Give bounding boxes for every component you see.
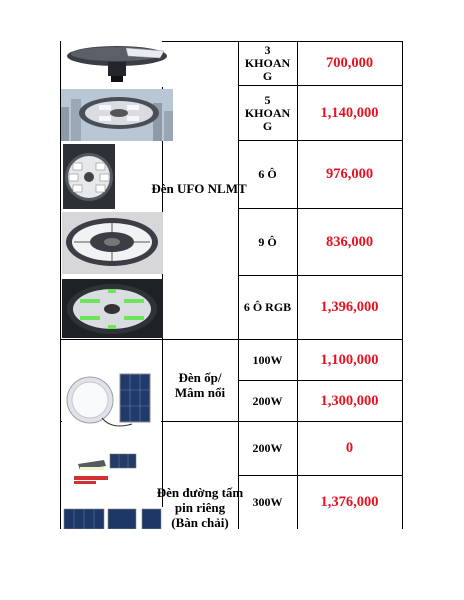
ufo-lamp-rgb-photo	[62, 279, 163, 338]
variant-label: 100W	[252, 352, 283, 367]
price-value: 1,396,000	[320, 299, 379, 315]
variant-label: 300W	[252, 495, 283, 509]
price-value: 0	[345, 440, 354, 456]
ufo-lamp-6-cell-photo	[63, 144, 115, 209]
price-value: 1,300,000	[320, 392, 379, 409]
price-value: 836,000	[325, 233, 374, 250]
group-name-ceiling: Đèn ốp/ Mâm nổi	[174, 370, 226, 400]
price-value: 1,376,000	[320, 494, 379, 510]
ufo-lamp-dark-photo	[64, 42, 170, 87]
ufo-lamp-9-cell-photo	[62, 212, 163, 274]
price-value: 700,000	[325, 55, 374, 71]
group-name-street: Đèn đường tấm pin riêng (Bàn chải)	[156, 484, 244, 530]
street-lamp-photo	[74, 452, 140, 488]
ufo-lamp-city-photo	[61, 89, 173, 141]
variant-label: 6 Ô	[258, 167, 277, 181]
ceiling-lamp-with-panel-photo	[62, 368, 161, 434]
variant-label: 5 KHOAN G	[244, 92, 291, 133]
table-border-right	[402, 41, 403, 529]
group-name-ufo: Đèn UFO NLMT	[151, 180, 247, 196]
variant-label: 6 Ô RGB	[243, 300, 292, 314]
price-value: 1,100,000	[320, 351, 379, 368]
variant-label: 200W	[252, 441, 283, 455]
variant-label: 200W	[252, 393, 283, 408]
variant-label: 3 KHOAN G	[244, 43, 291, 83]
price-value: 1,140,000	[320, 104, 379, 121]
price-value: 976,000	[325, 166, 374, 182]
variant-label: 9 Ô	[258, 234, 277, 249]
